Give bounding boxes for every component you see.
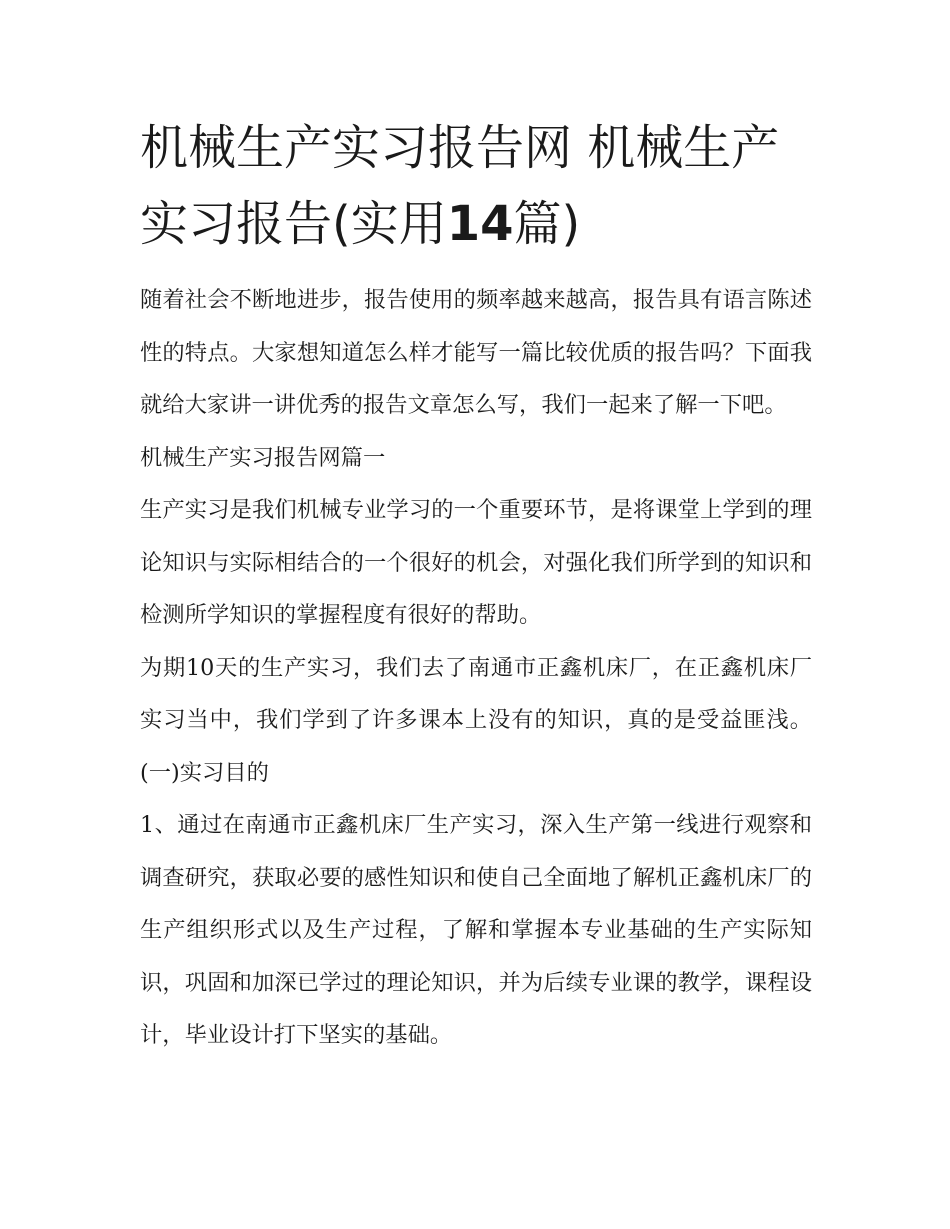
paragraph: 1、通过在南通市正鑫机床厂生产实习，深入生产第一线进行观察和调查研究，获取必要的感性知识和使自己全面地了解机正鑫机床厂的生产组织形式以及生产过程，了解和掌握本专业基础的生产实际知识，巩固和加深已学过的理论知识，并为后续专业课的教学，课程设计，毕业设计打下坚实的基础。 <box>140 812 812 1048</box>
title-number: 14 <box>446 196 514 252</box>
paragraph-intro: 随着社会不断地进步，报告使用的频率越来越高，报告具有语言陈述性的特点。大家想知道怎么样才能写一篇比较优质的报告吗？下面我就给大家讲一讲优秀的报告文章怎么写，我们一起来了解一下吧。 <box>140 287 812 418</box>
document-title: 机械生产实习报告网 机械生产实习报告(实用14篇) <box>140 120 780 252</box>
paragraph: 生产实习是我们机械专业学习的一个重要环节，是将课堂上学到的理论知识与实际相结合的一个很好的机会，对强化我们所学到的知识和检测所学知识的掌握程度有很好的帮助。 <box>140 497 812 628</box>
paragraph: 为期10天的生产实习，我们去了南通市正鑫机床厂，在正鑫机床厂实习当中，我们学到了许多课本上没有的知识，真的是受益匪浅。 (一)实习目的 <box>140 654 812 786</box>
section-heading: 机械生产实习报告网篇一 <box>140 444 386 471</box>
document-body <box>140 110 812 1062</box>
